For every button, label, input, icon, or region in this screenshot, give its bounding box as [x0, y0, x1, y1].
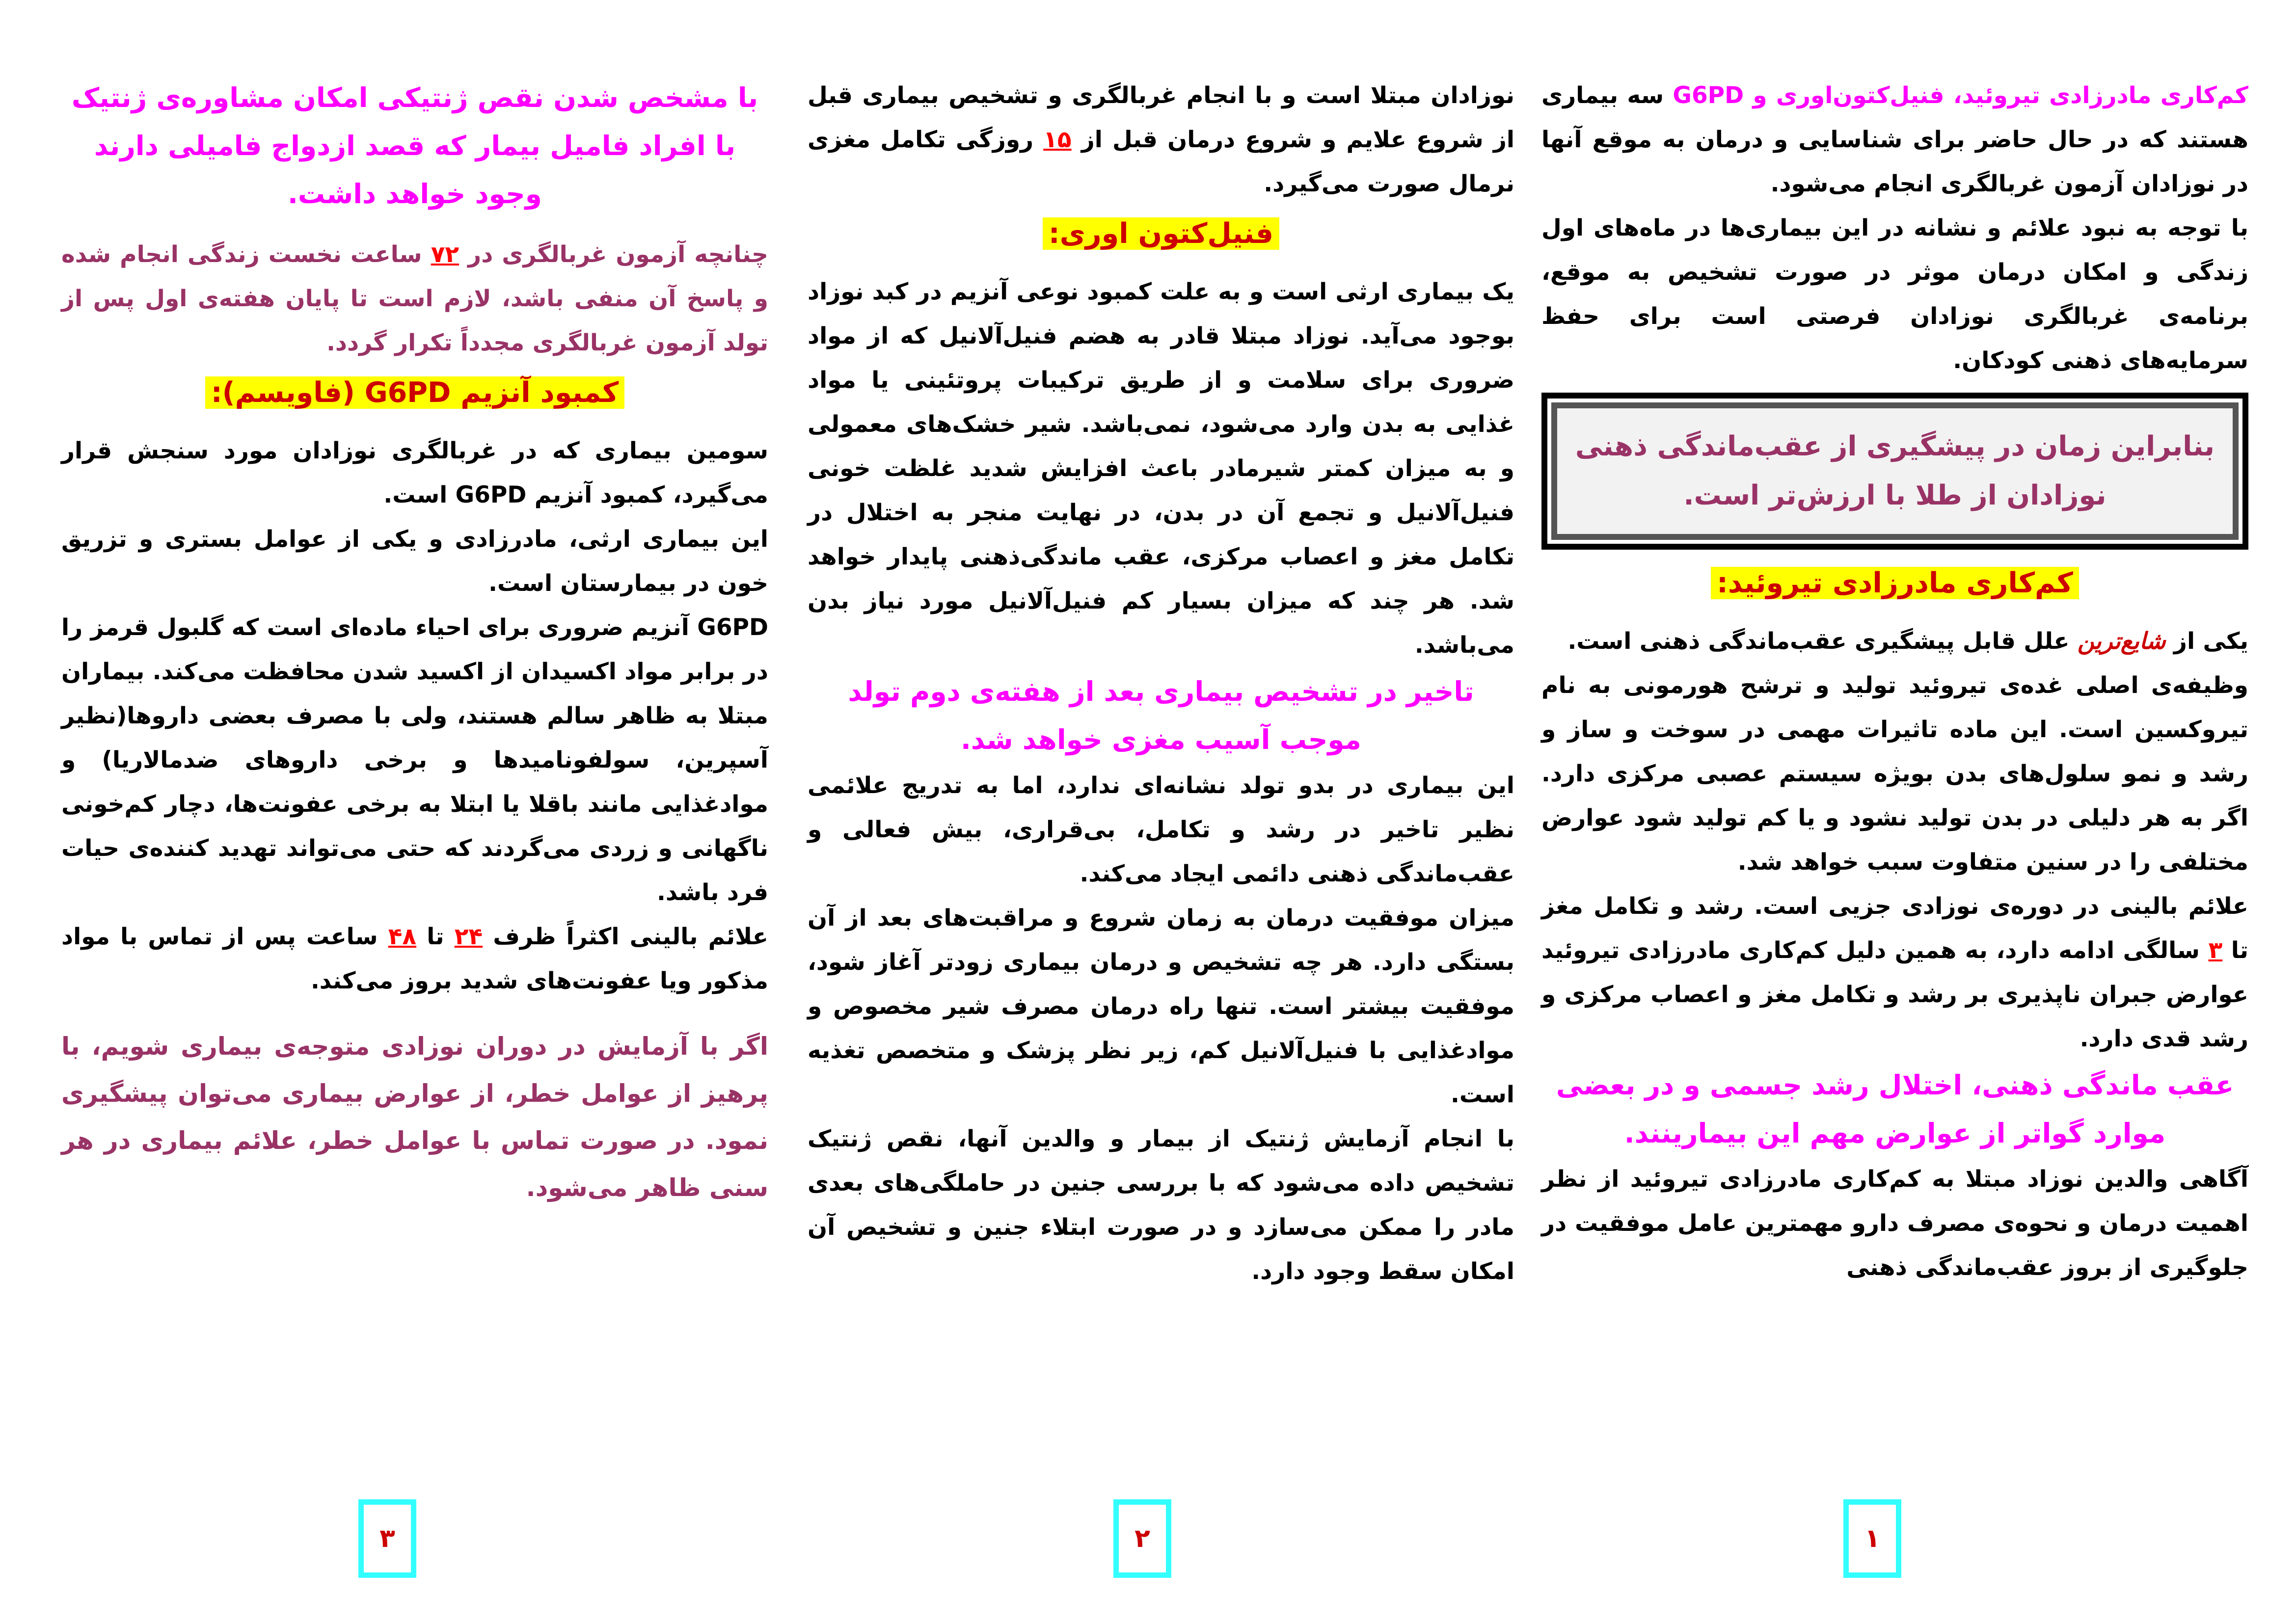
time-is-gold-box	[1541, 393, 2248, 550]
most-common-word: شایع‌ترین	[2077, 628, 2166, 655]
hypothyroid-heading-wrap	[1541, 559, 2248, 614]
column-2	[808, 74, 1514, 1294]
page-number-3	[358, 1499, 416, 1578]
g6pd-symptoms-mid: تا	[416, 923, 455, 950]
screening-opportunity-paragraph: با توجه به نبود علائم و نشانه در این بیماری‌ها در ماه‌های اول زندگی و امکان درمان موثر در صورت تشخیص به موقع، برنامه‌ی غربالگری نوزادان فرصتی است برای حفظ سرمایه‌های ذهنی کودکان.	[1541, 214, 2248, 374]
g6pd-symptoms-paragraph	[61, 915, 768, 1003]
day-fifteen-number: ۱۵	[1043, 126, 1072, 153]
page-number-3-text: ۳	[379, 1524, 395, 1553]
clinical-signs-a: علائم بالینی در دوره‌ی نوزادی جزیی است. رشد و تکامل مغز تا	[1541, 893, 2248, 964]
hypothyroid-heading: کم‌کاری مادرزادی تیروئید:	[1711, 567, 2079, 599]
pku-heading: فنیل‌کتون اوری:	[1043, 217, 1279, 250]
age-three-number: ۳	[2208, 937, 2223, 964]
g6pd-function-paragraph: G6PD آنزیم ضروری برای احیاء ماده‌ای است که گلبول قرمز را در برابر مواد اکسیدان از اکسید شدن محافظت می‌کند. بیماران مبتلا به ظاهر سالم هستند، ولی با مصرف بعضی داروها(نظیر آسپرین، سولفونامیدها و برخی داروهای ضدمالاریا) و موادغذایی مانند باقلا یا ابتلا به برخی عفونت‌ها، دچار کم‌خونی ناگهانی و زردی می‌گردند که حتی می‌تواند تهدید کننده‌ی حیات فرد باشد.	[61, 614, 768, 906]
g6pd-heading: کمبود آنزیم G6PD (فاویسم):	[205, 376, 624, 409]
treatment-timing-a: نوزادان مبتلا است و با انجام غربالگری و تشخیص بیماری قبل از شروع علایم و شروع درمان قبل از	[808, 82, 1514, 153]
hours-24-number: ۲۴	[454, 923, 483, 950]
time-is-gold-text: بنابراین زمان در پیشگیری از عقب‌ماندگی ذهنی نوزادان از طلا با ارزش‌تر است.	[1551, 402, 2239, 540]
intro-highlight: کم‌کاری مادرزادی تیروئید، فنیل‌کتون‌اوری و G6PD	[1673, 82, 2248, 109]
page-number-2-text: ۲	[1134, 1524, 1150, 1553]
clinical-signs-b: سالگی ادامه دارد، به همین دلیل کم‌کاری مادرزادی تیروئید عوارض جبران ناپذیری بر رشد و تکامل مغز و اعصاب مرکزی و رشد قدی دارد.	[1541, 937, 2248, 1052]
genetic-test-paragraph: با انجام آزمایش ژنتیک از بیمار و والدین آنها، نقص ژنتیک تشخیص داده می‌شود که با بررسی جنین در حاملگی‌های بعدی مادر را ممکن می‌سازد و در صورت ابتلاء جنین و تشخیص آن امکان سقط وجود دارد.	[808, 1125, 1514, 1285]
thyroid-function-paragraph: وظیفه‌ی اصلی غده‌ی تیروئید تولید و ترشح هورمونی به نام تیروکسین است. این ماده تاثیرات مهمی در سوخت و ساز و رشد و نمو سلول‌های بدن بویژه سیستم عصبی مرکزی دارد. اگر به هر دلیلی در بدن تولید نشود و یا کم تولید شود عوارض مختلفی را در سنین متفاوت سبب خواهد شد.	[1541, 672, 2248, 876]
delay-warning-note: تاخیر در تشخیص بیماری بعد از هفته‌ی دوم تولد موجب آسیب مغزی خواهد شد.	[848, 676, 1474, 755]
hours-48-number: ۴۸	[388, 923, 417, 950]
treatment-timing-paragraph	[808, 74, 1514, 206]
pku-symptoms-paragraph: این بیماری در بدو تولد نشانه‌ای ندارد، اما به تدریج علائمی نظیر تاخیر در رشد و تکامل، بی‌قراری، بیش فعالی و عقب‌ماندگی ذهنی دائمی ایجاد می‌کند.	[808, 772, 1514, 887]
prevention-note: اگر با آزمایش در دوران نوزادی متوجه‌ی بیماری شویم، با پرهیز از عوامل خطر، از عوارض بیماری می‌توان پیشگیری نمود. در صورت تماس با عوامل خطر، علائم بیماری در هر سنی ظاهر می‌شود.	[61, 1032, 768, 1202]
pku-treatment-paragraph: میزان موفقیت درمان به زمان شروع و مراقبت‌های بعد از آن بستگی دارد. هر چه تشخیص و درمان بیماری زودتر آغاز شود، موفقیت بیشتر است. تنها راه درمان مصرف شیر مخصوص و موادغذایی با فنیل‌آلانیل کم، زیر نظر پزشک و متخصص تغذیه است.	[808, 905, 1514, 1108]
complications-note: عقب ماندگی ذهنی، اختلال رشد جسمی و در بعضی موارد گواتر از عوارض مهم این بیمارینند.	[1556, 1069, 2234, 1149]
hours-72-number: ۷۲	[431, 241, 459, 268]
g6pd-intro-paragraph: سومین بیماری که در غربالگری نوزادان مورد سنجش قرار می‌گیرد، کمبود آنزیم G6PD است.	[61, 437, 768, 508]
g6pd-hereditary-paragraph: این بیماری ارثی، مادرزادی و یکی از عوامل بستری و تزریق خون در بیمارستان است.	[61, 526, 768, 597]
repeat-screening-b: ساعت نخست زندگی انجام شده و پاسخ آن منفی باشد، لازم است تا پایان هفته‌ی اول پس از تولد آزمون غربالگری مجدداً تکرار گردد.	[61, 241, 768, 356]
genetic-counseling-note: با مشخص شدن نقص ژنتیکی امکان مشاوره‌ی ژنتیک با افراد فامیل بیمار که قصد ازدواج فامیلی دارند وجود خواهد داشت.	[71, 82, 758, 210]
g6pd-symptoms-b: ساعت پس از تماس با مواد مذکور ویا عفونت‌های شدید بروز می‌کند.	[61, 923, 768, 994]
page-number-1-text: ۱	[1864, 1524, 1880, 1553]
parent-awareness-paragraph: آگاهی والدین نوزاد مبتلا به کم‌کاری مادرزادی تیروئید از نظر اهمیت درمان و نحوه‌ی مصرف دارو مهمترین عامل موفقیت در جلوگیری از بروز عقب‌ماندگی ذهنی	[1541, 1166, 2248, 1281]
column-3	[61, 74, 768, 1211]
pku-description-paragraph: یک بیماری ارثی است و به علت کمبود نوعی آنزیم در کبد نوزاد بوجود می‌آید. نوزاد مبتلا قادر به هضم فنیل‌آلانیل که از مواد ضروری برای سلامت و از طریق ترکیبات پروتئینی یا مواد غذایی به بدن وارد می‌شود، نمی‌باشد. شیر خشک‌های معمولی و به میزان کمتر شیرمادر باعث افزایش شدید غلظت خونی فنیل‌آلانیل و تجمع آن در بدن، در نهایت منجر به اختلال در تکامل مغز و اعصاب مرکزی، عقب ماندگی‌ذهنی پایدار خواهد شد. هر چند که میزان بسیار کم فنیل‌آلانیل مورد نیاز بدن می‌باشد.	[808, 278, 1514, 659]
g6pd-symptoms-a: علائم بالینی اکثراً ظرف	[483, 923, 768, 950]
repeat-screening-paragraph	[61, 233, 768, 365]
repeat-screening-a: چنانچه آزمون غربالگری در	[459, 241, 768, 268]
intro-paragraph	[1541, 74, 2248, 206]
common-cause-b: علل قابل پیشگیری عقب‌ماندگی ذهنی است.	[1567, 628, 2078, 655]
clinical-signs-paragraph	[1541, 884, 2248, 1061]
treatment-timing-b: روزگی تکامل مغزی نرمال صورت می‌گیرد.	[808, 126, 1514, 197]
common-cause-a: یکی از	[2165, 628, 2248, 655]
g6pd-heading-wrap	[61, 368, 768, 424]
intro-rest: سه بیماری هستند که در حال حاضر برای شناسایی و درمان به موقع آنها در نوزادان آزمون غربالگری انجام می‌شود.	[1541, 82, 2248, 197]
page-number-1	[1843, 1499, 1901, 1578]
common-cause-paragraph	[1541, 619, 2248, 664]
page-number-2	[1113, 1499, 1171, 1578]
column-1	[1541, 74, 2248, 1290]
pku-heading-wrap	[808, 209, 1514, 265]
